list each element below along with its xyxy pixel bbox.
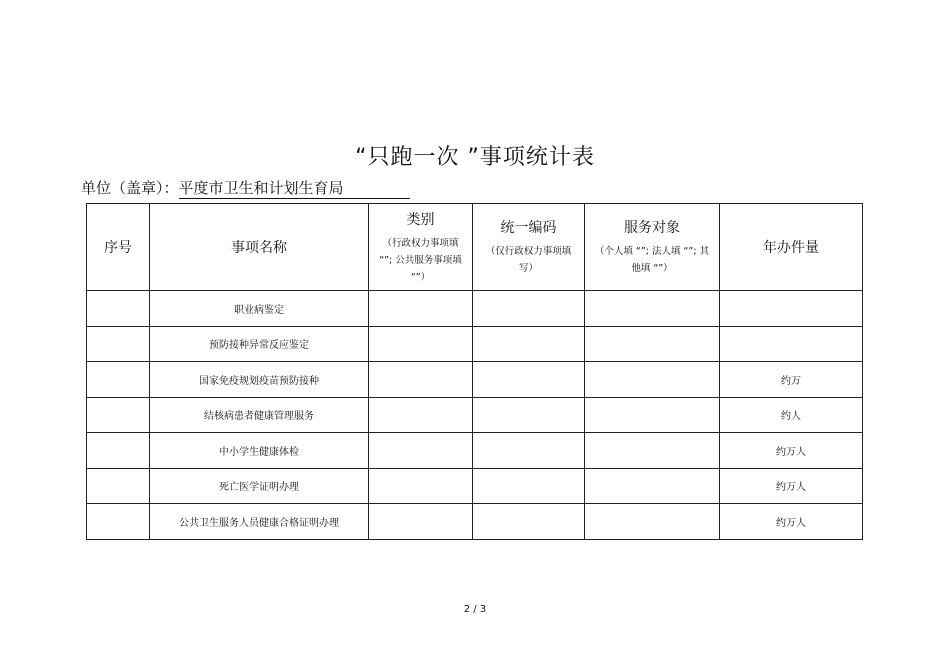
cell-target: [585, 504, 720, 540]
cell-volume: 约万人: [720, 504, 863, 540]
page-number: 2 / 3: [463, 604, 487, 615]
cell-seq: [87, 504, 150, 540]
cell-category: [369, 362, 473, 398]
header-category: 类别 （行政权力事项填 “”; 公共服务事项填 “”）: [369, 204, 473, 291]
cell-category: [369, 326, 473, 362]
header-target-note: （个人填 “”; 法人填 “”; 其他填 “”）: [594, 246, 710, 274]
cell-seq: [87, 468, 150, 504]
cell-code: [473, 326, 585, 362]
cell-seq: [87, 326, 150, 362]
table-row: [87, 291, 863, 327]
cell-volume: [720, 291, 863, 327]
cell-category: [369, 468, 473, 504]
cell-code: [473, 291, 585, 327]
unit-label: 单位（盖章）：: [81, 179, 179, 197]
cell-name: 中小学生健康体检: [150, 433, 369, 469]
cell-code: [473, 362, 585, 398]
cell-code: [473, 504, 585, 540]
cell-name: 预防接种异常反应鉴定: [150, 326, 369, 362]
cell-target: [585, 326, 720, 362]
document-title: “只跑一次 ”事项统计表: [355, 145, 595, 170]
table-row: [87, 433, 863, 469]
header-target: 服务对象 （个人填 “”; 法人填 “”; 其他填 “”）: [585, 204, 720, 291]
cell-target: [585, 397, 720, 433]
cell-category: [369, 397, 473, 433]
cell-name: 职业病鉴定: [150, 291, 369, 327]
cell-code: [473, 397, 585, 433]
cell-volume: 约万人: [720, 433, 863, 469]
table-row: [87, 504, 863, 540]
header-row: [87, 204, 863, 291]
header-code: 统一编码 （仅行政权力事项填写）: [473, 204, 585, 291]
header-name: 事项名称: [150, 204, 369, 291]
cell-target: [585, 291, 720, 327]
cell-volume: [720, 326, 863, 362]
cell-target: [585, 433, 720, 469]
header-volume: 年办件量: [720, 204, 863, 291]
header-category-note: （行政权力事项填 “”; 公共服务事项填 “”）: [379, 237, 462, 283]
table-row: [87, 362, 863, 398]
cell-name: 国家免疫规划疫苗预防接种: [150, 362, 369, 398]
cell-name: 结核病患者健康管理服务: [150, 397, 369, 433]
cell-target: [585, 468, 720, 504]
cell-seq: [87, 291, 150, 327]
unit-line: [81, 177, 410, 199]
cell-category: [369, 433, 473, 469]
cell-seq: [87, 433, 150, 469]
cell-category: [369, 504, 473, 540]
unit-name: 平度市卫生和计划生育局: [179, 177, 410, 199]
cell-seq: [87, 397, 150, 433]
header-seq: 序号: [87, 204, 150, 291]
cell-volume: 约人: [720, 397, 863, 433]
cell-volume: 约万: [720, 362, 863, 398]
cell-code: [473, 433, 585, 469]
cell-name: 死亡医学证明办理: [150, 468, 369, 504]
cell-volume: 约万人: [720, 468, 863, 504]
cell-seq: [87, 362, 150, 398]
cell-target: [585, 362, 720, 398]
table-row: [87, 397, 863, 433]
table-row: [87, 468, 863, 504]
table-row: [87, 326, 863, 362]
statistics-table: [86, 203, 863, 540]
cell-category: [369, 291, 473, 327]
cell-name: 公共卫生服务人员健康合格证明办理: [150, 504, 369, 540]
header-code-note: （仅行政权力事项填写）: [485, 246, 572, 274]
cell-code: [473, 468, 585, 504]
